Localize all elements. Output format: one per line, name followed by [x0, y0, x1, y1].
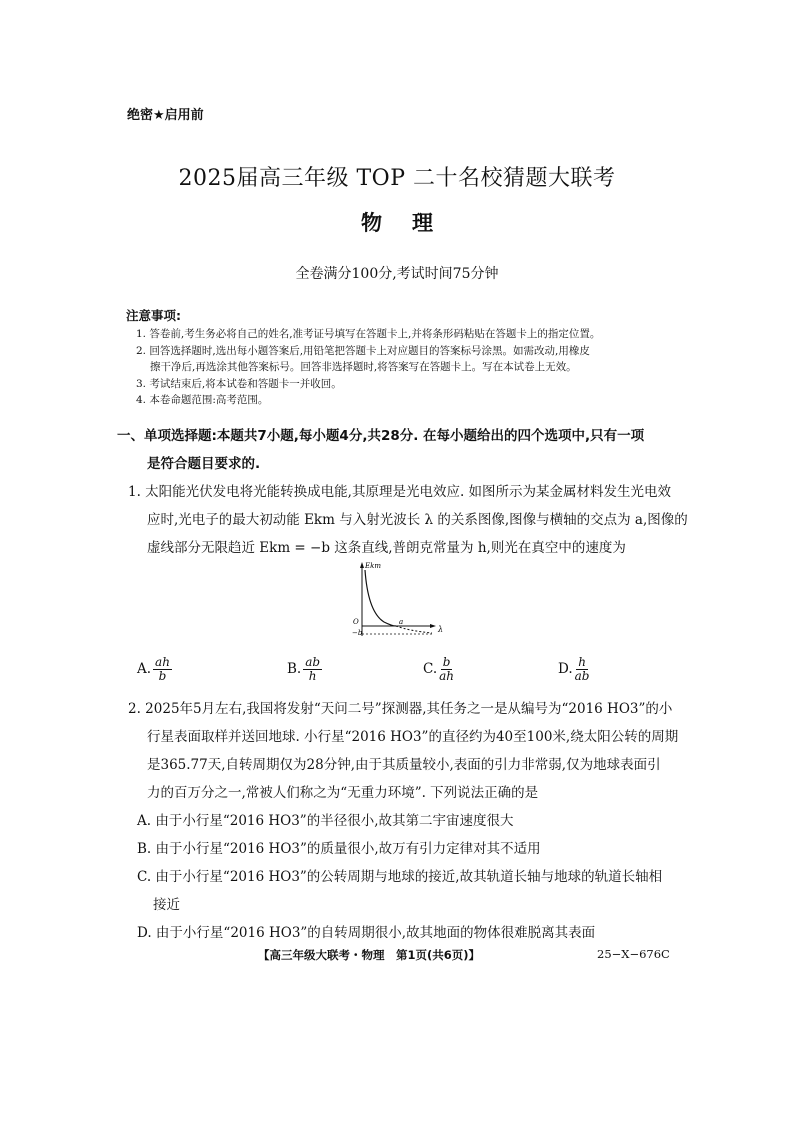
x-axis-label: λ	[438, 625, 444, 634]
confidential-label: 绝密★启用前	[127, 108, 204, 123]
a-label: a	[399, 618, 404, 626]
option-c-cont: 接近	[153, 897, 180, 913]
question-2-text: 2. 2025年5月左右,我国将发射“天问二号”探测器,其任务之一是从编号为“2016 HO3”的小	[128, 701, 673, 717]
notice-title: 注意事项:	[126, 308, 181, 323]
exam-title: 2025届高三年级 TOP 二十名校猜题大联考	[178, 166, 616, 191]
question-2-text: 行星表面取样并送回地球. 小行星“2016 HO3”的直径约为40至100米,绕太阳公转的周期	[147, 729, 679, 745]
page-footer: 【高三年级大联考・物理 第1页(共6页)】	[258, 948, 481, 962]
option-letter: C.	[423, 661, 438, 677]
option-c	[423, 656, 454, 683]
option-d: D. 由于小行星“2016 HO3”的自转周期很小,故其地面的物体很难脱离其表面	[137, 925, 596, 941]
score-info: 全卷满分100分,考试时间75分钟	[295, 266, 499, 282]
notice-item: 擦干净后,再选涂其他答案标号。回答非选择题时,将答案写在答题卡上。写在本试卷上无效。	[150, 361, 577, 373]
fraction-numerator: ab	[305, 655, 321, 669]
origin-label: O	[353, 618, 359, 626]
notice-item: 1. 答卷前,考生务必将自己的姓名,准考证号填写在答题卡上,并将条形码粘贴在答题卡上的指定位置。	[136, 328, 601, 340]
option-letter: A.	[137, 661, 152, 677]
question-1-text: 1. 太阳能光伏发电将光能转换成电能,其原理是光电效应. 如图所示为某金属材料发生光电效	[128, 484, 672, 500]
y-axis-arrow	[360, 562, 364, 568]
x-axis-arrow	[430, 624, 436, 628]
notice-item: 2. 回答选择题时,选出每小题答案后,用铅笔把答题卡上对应题目的答案标号涂黑。如需改动,用橡皮	[136, 345, 590, 357]
energy-curve-dashed	[396, 626, 432, 633]
question-1-text: 应时,光电子的最大初动能 Ekm 与入射光波长 λ 的关系图像,图像与横轴的交点为 a,图像的	[147, 512, 688, 528]
fraction-denominator: ah	[439, 669, 455, 683]
option-fraction	[153, 656, 172, 683]
fraction-denominator: h	[308, 669, 317, 683]
option-fraction	[439, 656, 454, 683]
fraction-numerator: h	[578, 655, 586, 669]
subject-title: 物理	[361, 210, 463, 235]
option-letter: D.	[558, 661, 573, 677]
option-fraction	[575, 656, 590, 683]
option-b	[287, 656, 322, 683]
option-fraction	[303, 656, 322, 683]
section-heading-cont: 是符合题目要求的.	[147, 456, 261, 472]
exam-code: 25−X−676C	[597, 947, 670, 961]
photoelectric-graph	[352, 560, 447, 640]
option-a	[137, 656, 172, 683]
fraction-denominator: ab	[574, 669, 590, 683]
section-heading: 一、单项选择题:本题共7小题,每小题4分,共28分. 在每小题给出的四个选项中,只有一项	[117, 428, 645, 444]
y-axis-label: Ekm	[365, 562, 381, 570]
energy-curve	[365, 570, 396, 626]
option-letter: B.	[287, 661, 302, 677]
fraction-numerator: b	[442, 655, 451, 669]
option-a: A. 由于小行星“2016 HO3”的半径很小,故其第二宇宙速度很大	[137, 813, 514, 829]
question-2-text: 是365.77天,自转周期仅为28分钟,由于其质量较小,表面的引力非常弱,仅为地球表面引	[147, 757, 661, 773]
question-1-text: 虚线部分无限趋近 Ekm = −b 这条直线,普朗克常量为 h,则光在真空中的速度为	[147, 540, 626, 556]
option-b: B. 由于小行星“2016 HO3”的质量很小,故万有引力定律对其不适用	[137, 841, 541, 857]
notice-item: 3. 考试结束后,将本试卷和答题卡一并收回。	[136, 378, 342, 390]
neg-b-label: −b	[352, 629, 363, 637]
question-2-text: 力的百万分之一,常被人们称之为“无重力环境”. 下列说法正确的是	[147, 785, 539, 801]
notice-item: 4. 本卷命题范围:高考范围。	[136, 394, 269, 406]
fraction-denominator: b	[158, 669, 167, 683]
fraction-numerator: ah	[155, 655, 170, 669]
option-d	[558, 656, 589, 683]
option-c: C. 由于小行星“2016 HO3”的公转周期与地球的接近,故其轨道长轴与地球的轨道长轴相	[137, 869, 663, 885]
